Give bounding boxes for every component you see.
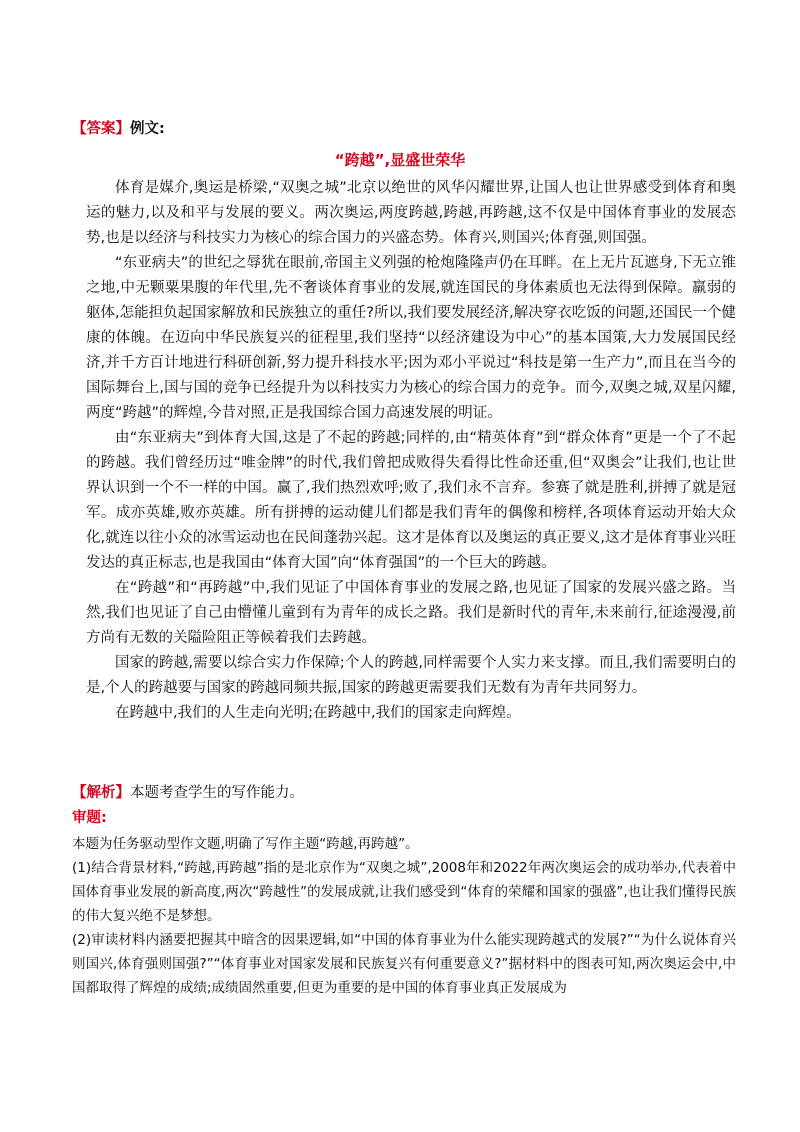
essay-body	[86, 176, 736, 726]
essay-title: “跨越”,显盛世荣华	[334, 151, 466, 169]
analysis-item-1: (1)结合背景材料,“跨越,再跨越”指的是北京作为“双奥之城”,2008年和2022年两次奥运会的成功举办,代表着中国体育事业发展的新高度,两次“跨越性”的发展成就,让我们感受到“体育的荣耀和国家的强盛”,也让我们懂得民族的伟大复兴绝不是梦想。	[72, 860, 736, 924]
analysis-item-2: (2)审读材料内涵要把握其中暗含的因果逻辑,如“中国的体育事业为什么能实现跨越式的发展?”“为什么说体育兴则国兴,体育强则国强?”“体育事业对国家发展和民族复兴有何重要意义?”据材料中的图表可知,两次奥运会中,中国都取得了辉煌的成绩;成绩固然重要,但更为重要的是中国的体育事业真正发展成为	[72, 932, 736, 996]
answer-label-tail: 例文:	[130, 121, 165, 137]
essay-paragraph: 国家的跨越,需要以综合实力作保障;个人的跨越,同样需要个人实力来支撑。而且,我们需要明白的是,个人的跨越要与国家的跨越同频共振,国家的跨越更需要我们无数有为青年共同努力。	[86, 655, 736, 696]
analysis-body	[72, 832, 736, 1000]
answer-label: 【答案】	[72, 121, 130, 137]
analysis-intro: 本题为任务驱动型作文题,明确了写作主题“跨越,再跨越”。	[72, 836, 419, 852]
essay-paragraph: 在“跨越”和“再跨越”中,我们见证了中国体育事业的发展之路,也见证了国家的发展兴盛之路。当然,我们也见证了自己由懵懂儿童到有为青年的成长之路。我们是新时代的青年,未来前行,征途漫漫,前方尚有无数的关隘险阻正等候着我们去跨越。	[86, 580, 736, 646]
answer-heading	[72, 119, 165, 139]
analysis-heading	[72, 783, 304, 803]
analysis-text: 本题考查学生的写作能力。	[130, 785, 304, 801]
analysis-label: 【解析】	[72, 785, 130, 801]
essay-paragraph: “东亚病夫”的世纪之辱犹在眼前,帝国主义列强的枪炮隆隆声仍在耳畔。在上无片瓦遮身,下无立锥之地,中无颗粟果腹的年代里,先不奢谈体育事业的发展,就连国民的身体素质也无法得到保障。羸弱的躯体,怎能担负起国家解放和民族独立的重任?所以,我们要发展经济,解决穿衣吃饭的问题,还国民一个健康的体魄。在迈向中华民族复兴的征程里,我们坚持“以经济建设为中心”的基本国策,大力发展国民经济,并千方百计地进行科研创新,努力提升科技水平;因为邓小平说过“科技是第一生产力”,而且在当今的国际舞台上,国与国的竞争已经提升为以科技实力为核心的综合国力的竞争。而今,双奥之城,双星闪耀,两度“跨越”的辉煌,今昔对照,正是我国综合国力高速发展的明证。	[86, 255, 736, 421]
review-heading: 审题:	[72, 810, 107, 826]
essay-paragraph: 由“东亚病夫”到体育大国,这是了不起的跨越;同样的,由“精英体育”到“群众体育”更是一个了不起的跨越。我们曾经历过“唯金牌”的时代,我们曾把成败得失看得比性命还重,但“双奥会”让我们,也让世界认识到一个不一样的中国。赢了,我们热烈欢呼;败了,我们永不言弃。参赛了就是胜利,拼搏了就是冠军。成亦英雄,败亦英雄。所有拼搏的运动健儿们都是我们青年的偶像和榜样,各项体育运动开始大众化,就连以往小众的冰雪运动也在民间蓬勃兴起。这才是体育以及奥运的真正要义,这才是体育事业兴旺发达的真正标志,也是我国由“体育大国”向“体育强国”的一个巨大的跨越。	[86, 430, 736, 571]
essay-paragraph: 体育是媒介,奥运是桥梁,“双奥之城”北京以绝世的风华闪耀世界,让国人也让世界感受到体育和奥运的魅力,以及和平与发展的要义。两次奥运,两度跨越,跨越,再跨越,这不仅是中国体育事业的发展态势,也是以经济与科技实力为核心的综合国力的兴盛态势。体育兴,则国兴;体育强,则国强。	[86, 180, 736, 246]
essay-paragraph: 在跨越中,我们的人生走向光明;在跨越中,我们的国家走向辉煌。	[115, 705, 521, 721]
